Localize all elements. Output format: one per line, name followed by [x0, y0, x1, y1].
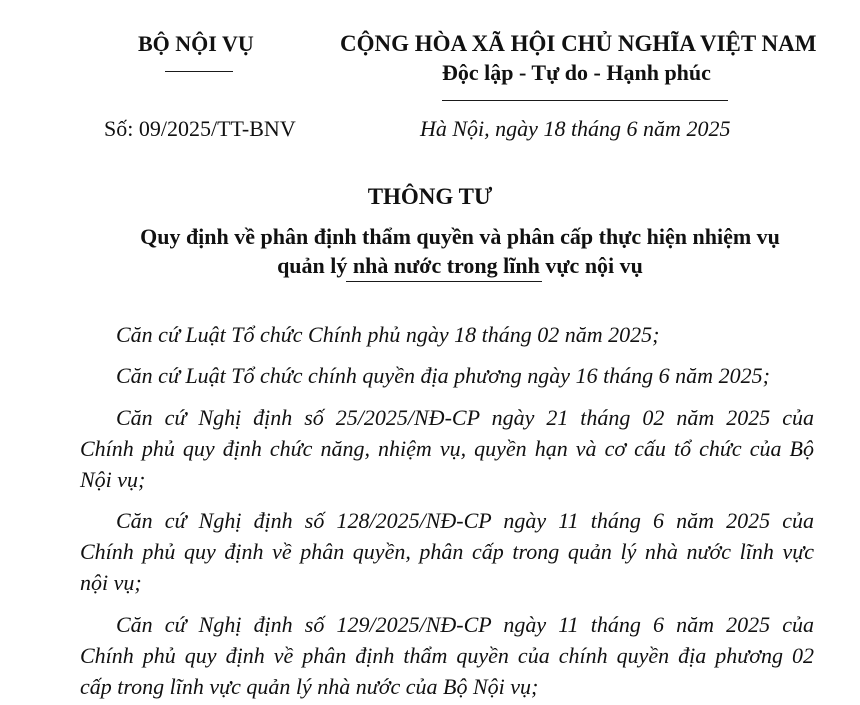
- paragraph-line: Căn cứ Luật Tổ chức Chính phủ ngày 18 tháng 02 năm 2025;: [116, 322, 660, 347]
- document-type: THÔNG TƯ: [367, 184, 493, 209]
- paragraph-line: Chính phủ quy định về phân định thẩm quyền của chính quyền địa phương 02: [80, 643, 814, 668]
- issuing-agency: BỘ NỘI VỤ: [138, 31, 254, 56]
- subject-line: quản lý nhà nước trong lĩnh vực nội vụ: [277, 253, 643, 278]
- legal-basis-paragraph: [80, 609, 814, 702]
- subject-line: Quy định về phân định thẩm quyền và phân cấp thực hiện nhiệm vụ: [140, 224, 780, 249]
- agency-underline: [165, 71, 233, 72]
- paragraph-line: cấp trong lĩnh vực quản lý nhà nước của Bộ Nội vụ;: [80, 674, 539, 699]
- paragraph-line: Căn cứ Nghị định số 128/2025/NĐ-CP ngày 11 tháng 6 năm 2025 của: [116, 508, 814, 533]
- document-number: Số: 09/2025/TT-BNV: [104, 116, 296, 141]
- legal-basis-paragraph: [80, 319, 814, 350]
- paragraph-line: Căn cứ Nghị định số 25/2025/NĐ-CP ngày 21 tháng 02 năm 2025 của: [116, 405, 814, 430]
- paragraph-line: Nội vụ;: [80, 467, 146, 492]
- legal-basis-paragraph: [80, 505, 814, 598]
- national-motto: Độc lập - Tự do - Hạnh phúc: [442, 60, 711, 85]
- paragraph-line: Chính phủ quy định về phân quyền, phân cấp trong quản lý nhà nước lĩnh vực: [80, 539, 814, 564]
- document-subject: [80, 222, 840, 280]
- paragraph-line: Căn cứ Nghị định số 129/2025/NĐ-CP ngày 11 tháng 6 năm 2025 của: [116, 612, 814, 637]
- national-title: CỘNG HÒA XÃ HỘI CHỦ NGHĨA VIỆT NAM: [340, 31, 817, 56]
- legal-basis-paragraph: [80, 402, 814, 495]
- place-and-date: Hà Nội, ngày 18 tháng 6 năm 2025: [420, 116, 731, 141]
- paragraph-line: Chính phủ quy định chức năng, nhiệm vụ, quyền hạn và cơ cấu tổ chức của Bộ: [80, 436, 814, 461]
- legal-basis-paragraph: [80, 360, 814, 391]
- subject-underline: [346, 281, 542, 282]
- motto-underline: [442, 100, 728, 101]
- paragraph-line: Căn cứ Luật Tổ chức chính quyền địa phương ngày 16 tháng 6 năm 2025;: [116, 363, 770, 388]
- paragraph-line: nội vụ;: [80, 570, 142, 595]
